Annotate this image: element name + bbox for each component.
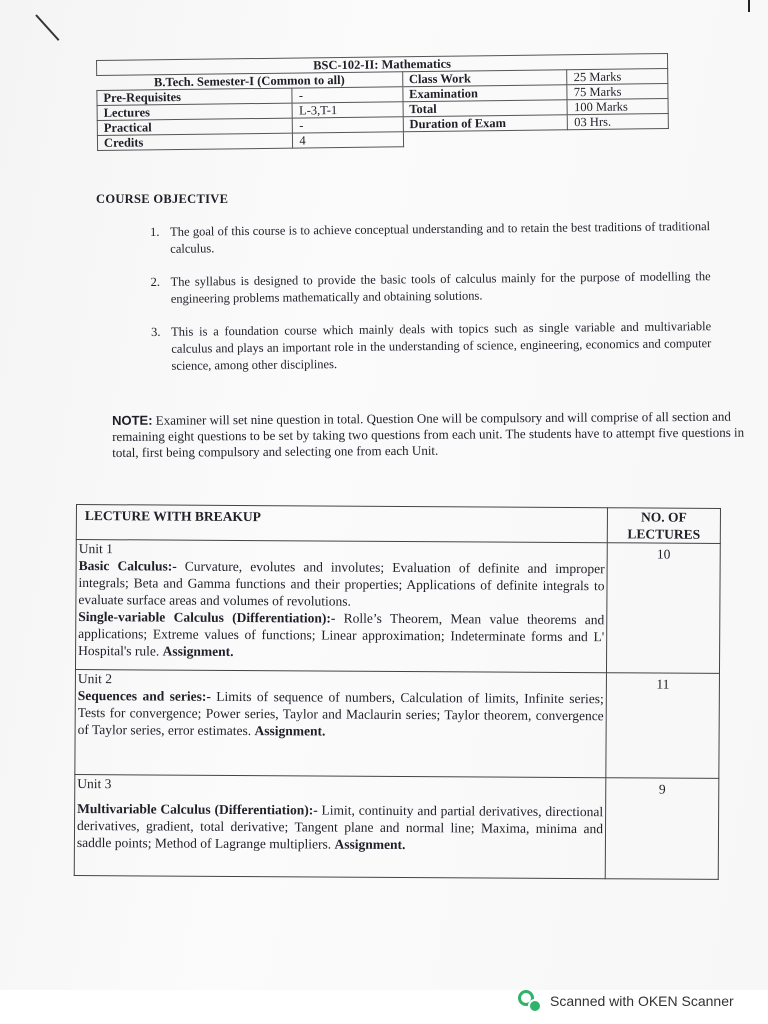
header-label: Pre-Requisites	[97, 88, 293, 105]
topic-title: Multivariable Calculus (Differentiation):-	[77, 801, 318, 818]
course-objective-heading: COURSE OBJECTIVE	[96, 192, 229, 206]
header-empty	[568, 129, 669, 145]
header-marks: 100 Marks	[567, 99, 668, 115]
header-label: Lectures	[97, 103, 293, 120]
assignment-label: Assignment.	[254, 723, 326, 739]
lecture-count: 11	[606, 673, 720, 779]
unit-title: Unit 1	[78, 541, 113, 557]
topic-title: Basic Calculus:-	[78, 558, 177, 574]
header-key: Duration of Exam	[403, 115, 568, 132]
unit-description	[75, 669, 607, 777]
objective-number: 2.	[150, 274, 161, 289]
objective-text: The goal of this course is to achieve conceptual understanding and to retain the best traditions of traditional calculus.	[170, 219, 711, 256]
note-text: Examiner will set nine question in total. Question One will be compulsory and will comprise of all section and remaining eight questions to be set by taking two questions from each unit. The students have to attempt five questions in total, first being compulsory and selecting one from each Unit.	[112, 408, 745, 460]
topic-text: Curvature, evolutes and involutes; Evaluation of definite and improper integrals; Beta and Gamma functions and their properties; Applications of definite integrals to evaluate surface areas and volumes of revolutions.	[78, 558, 605, 609]
objective-text: This is a foundation course which mainly deals with topics such as single variable and multivariable calculus and plays an important role in the understanding of science, engineering, economics and computer science, among other disciplines.	[171, 319, 712, 373]
topic-title: Single-variable Calculus (Differentiation):-	[78, 609, 336, 626]
header-key: Total	[403, 100, 568, 117]
examiner-note	[112, 409, 744, 461]
course-header-table	[96, 53, 669, 151]
objective-list	[150, 218, 712, 391]
objective-item	[151, 318, 712, 375]
header-value: -	[293, 117, 403, 133]
pen-mark	[35, 14, 59, 41]
assignment-label: Assignment.	[162, 643, 234, 659]
header-marks: 03 Hrs.	[568, 114, 669, 130]
unit-description	[74, 774, 606, 878]
scanner-watermark	[518, 990, 734, 1012]
objective-item	[150, 218, 710, 258]
header-value: 4	[293, 132, 403, 148]
objective-number: 3.	[151, 324, 161, 339]
header-label: Practical	[97, 118, 293, 135]
note-label: NOTE:	[112, 412, 153, 428]
course-title: BSC-102-II: Mathematics	[97, 54, 668, 76]
objective-number: 1.	[150, 224, 160, 239]
topic-text: Limits of sequence of numbers, Calculation of limits, Infinite series; Tests for convergence; Power series, Taylor and Maclaurin series; Taylor theorem, convergence of Taylor series, error estimates.	[77, 688, 604, 739]
header-value: L-3,T-1	[292, 102, 402, 118]
lecture-count: 9	[605, 778, 719, 880]
header-key: Examination	[403, 85, 568, 102]
lecture-table	[74, 504, 721, 880]
header-empty	[403, 130, 568, 147]
unit-title: Unit 2	[77, 671, 113, 687]
lecture-breakup-header: LECTURE WITH BREAKUP	[76, 505, 607, 543]
topic-text: Limit, continuity and partial derivatives, directional derivatives, gradient, total derivative; Tangent plane and normal line; Maxima, minima and saddle points; Method of Lagrange multipliers.	[76, 802, 604, 852]
oken-scanner-logo-icon	[518, 990, 540, 1012]
watermark-text: Scanned with OKEN Scanner	[550, 993, 734, 1009]
header-label: Credits	[97, 133, 293, 150]
topic-title: Sequences and series:-	[77, 688, 211, 704]
header-marks: 25 Marks	[567, 69, 668, 85]
unit-title: Unit 3	[77, 776, 112, 792]
header-marks: 75 Marks	[567, 84, 668, 100]
unit-description	[75, 540, 607, 673]
course-subtitle: B.Tech. Semester-I (Common to all)	[97, 72, 403, 91]
objective-item	[151, 268, 711, 308]
lecture-count: 10	[606, 543, 720, 674]
objective-text: The syllabus is designed to provide the basic tools of calculus mainly for the purpose of modelling the engineering problems mathematically and obtaining solutions.	[170, 269, 711, 306]
header-value: -	[292, 87, 402, 103]
edge-mark	[748, 0, 750, 12]
lecture-count-header: NO. OF LECTURES	[607, 508, 720, 544]
header-key: Class Work	[402, 70, 567, 87]
assignment-label: Assignment.	[334, 836, 406, 853]
topic-text: Rolle’s Theorem, Mean value theorems and applications; Extreme values of functions; Linear approximation; Indeterminate forms and L' Hospital's rule.	[78, 610, 605, 659]
